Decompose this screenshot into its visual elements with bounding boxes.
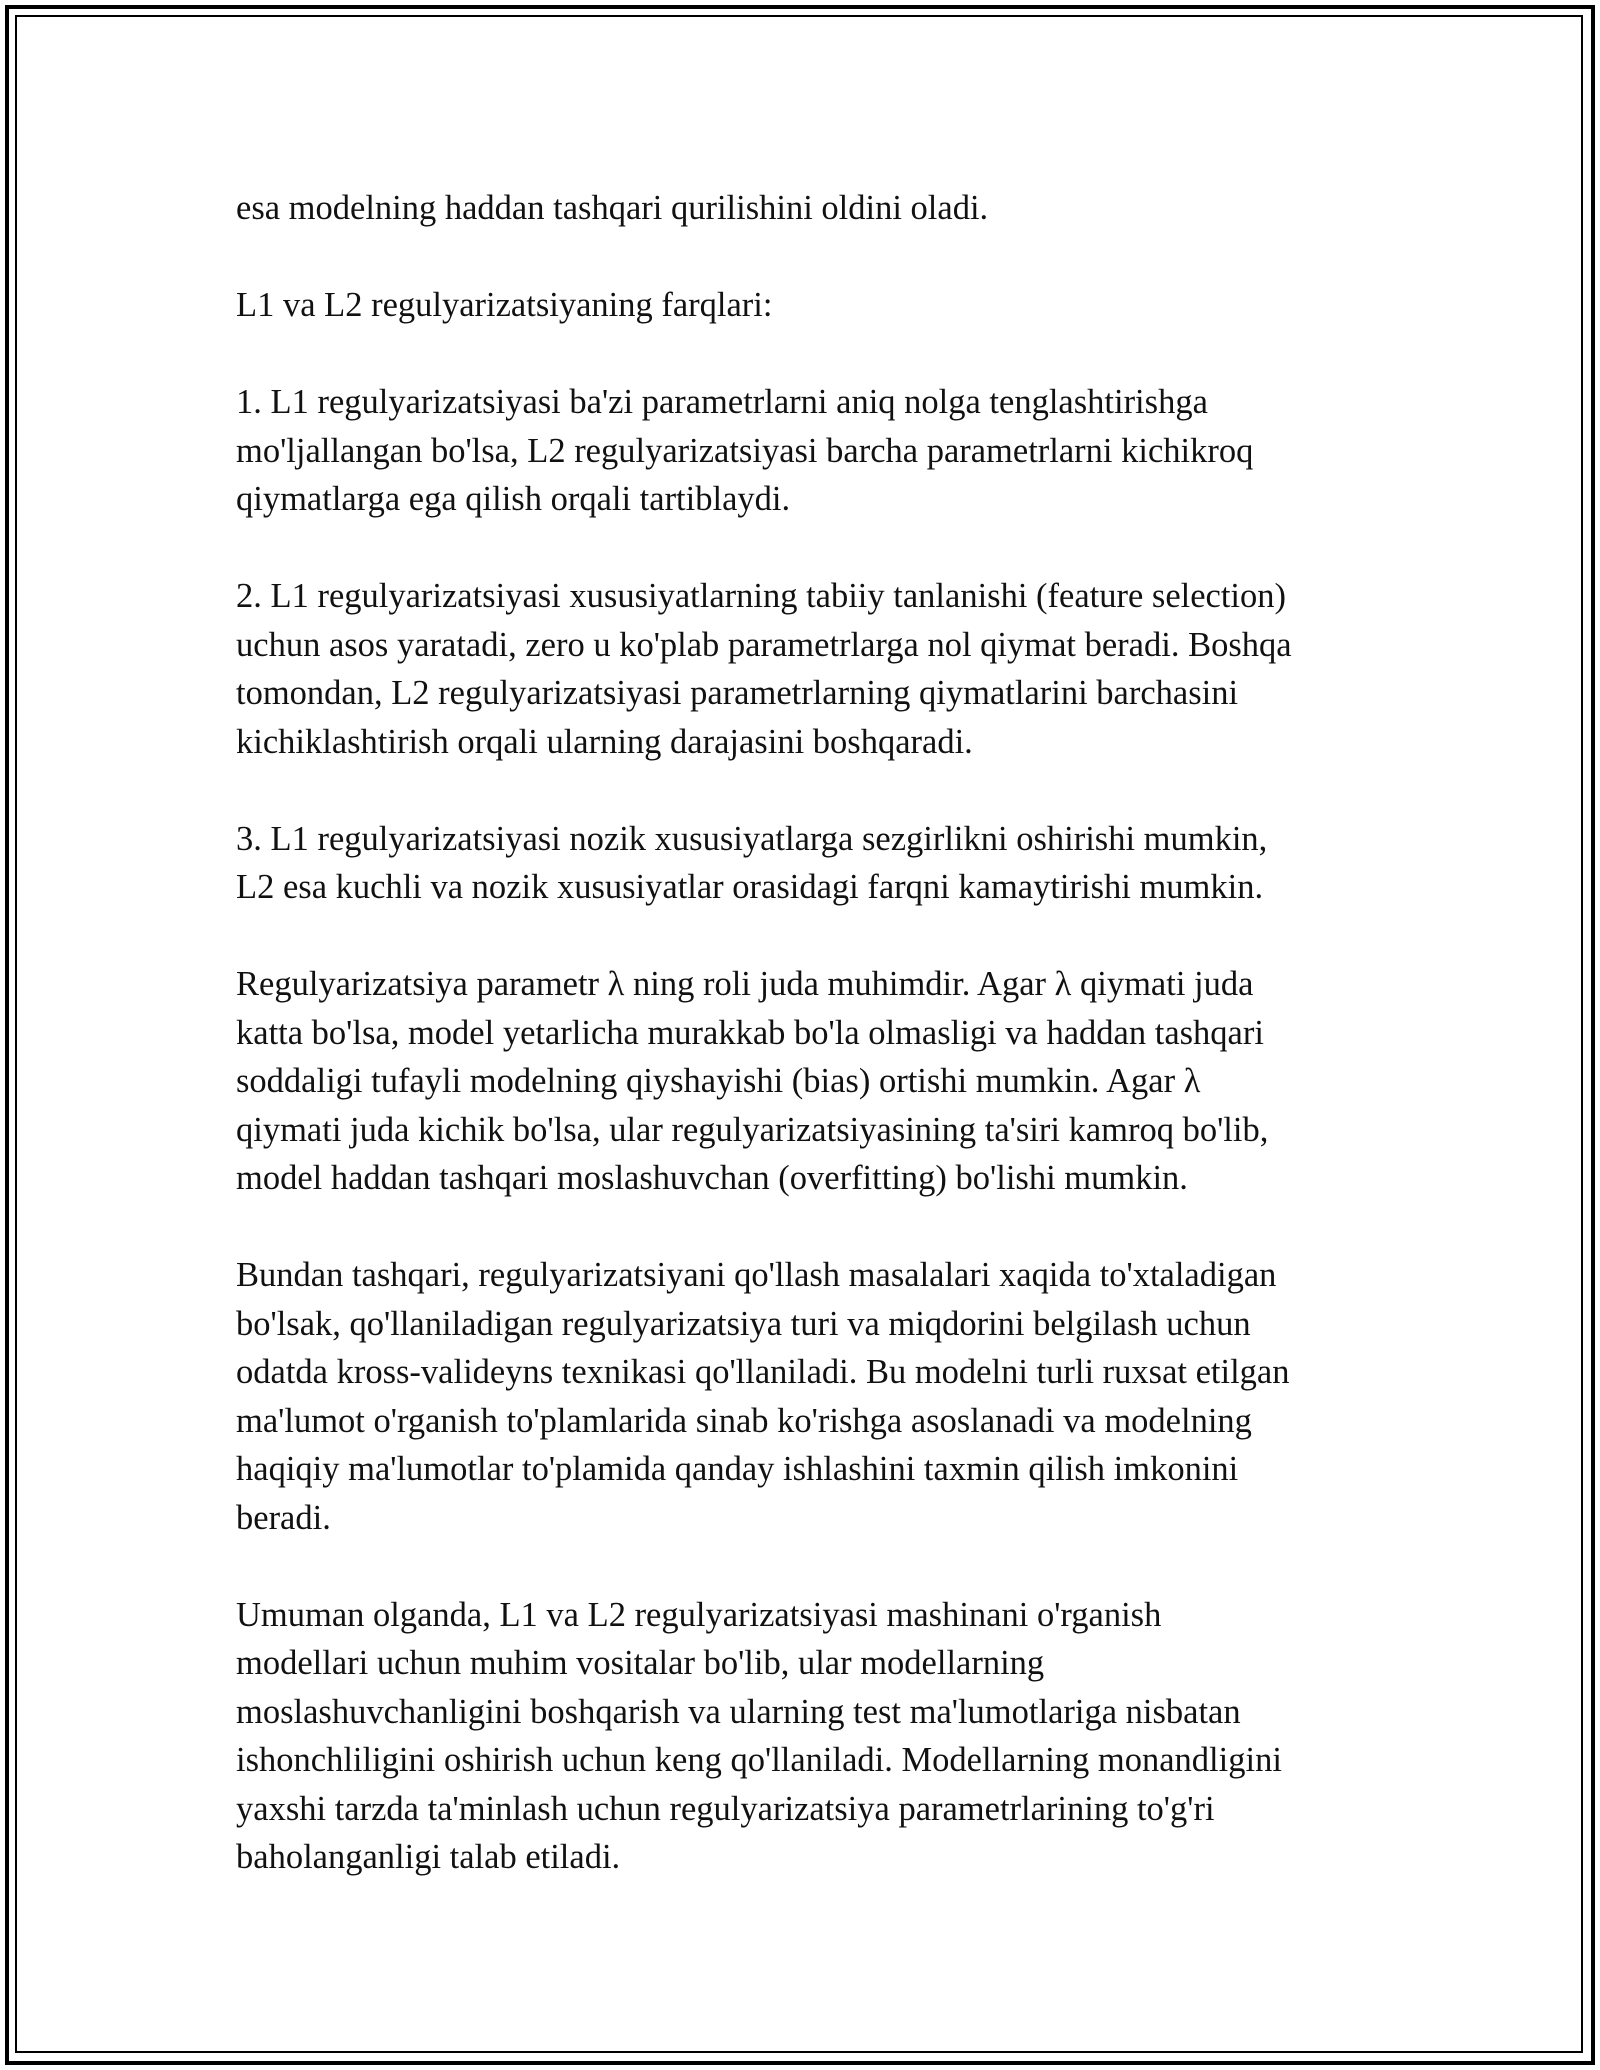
text-line: soddaligi tufayli modelning qiyshayishi (bias) ortishi mumkin. Agar λ bbox=[236, 1062, 1201, 1100]
text-line: model haddan tashqari moslashuvchan (overfitting) bo'lishi mumkin. bbox=[236, 1159, 1188, 1197]
text-line: qiymati juda kichik bo'lsa, ular regulyarizatsiyasining ta'siri kamroq bo'lib, bbox=[236, 1110, 1269, 1149]
paragraph-5 bbox=[236, 815, 1376, 912]
text-line: odatda kross-valideyns texnikasi qo'llaniladi. Bu modelni turli ruxsat etilgan bbox=[236, 1353, 1290, 1391]
paragraph-2 bbox=[236, 281, 1376, 330]
text-line: qiymatlarga ega qilish orqali tartiblaydi. bbox=[236, 480, 791, 518]
text-line: uchun asos yaratadi, zero u ko'plab parametrlarga nol qiymat beradi. Boshqa bbox=[236, 625, 1292, 664]
text-line: Bundan tashqari, regulyarizatsiyani qo'llash masalalari xaqida to'xtaladigan bbox=[236, 1256, 1277, 1294]
paragraph-6 bbox=[236, 960, 1376, 1203]
text-line: L2 esa kuchli va nozik xususiyatlar orasidagi farqni kamaytirishi mumkin. bbox=[236, 868, 1264, 906]
text-line: kichiklashtirish orqali ularning darajasini boshqaradi. bbox=[236, 722, 973, 761]
text-line: Umuman olganda, L1 va L2 regulyarizatsiyasi mashinani o'rganish bbox=[236, 1595, 1162, 1634]
paragraph-1 bbox=[236, 184, 1376, 233]
text-line: moslashuvchanligini boshqarish va ularning test ma'lumotlariga nisbatan bbox=[236, 1692, 1241, 1731]
text-line: 1. L1 regulyarizatsiyasi ba'zi parametrlarni aniq nolga tenglashtirishga bbox=[236, 383, 1208, 421]
text-line: mo'ljallangan bo'lsa, L2 regulyarizatsiyasi barcha parametrlarni kichikroq bbox=[236, 431, 1254, 470]
text-line: beradi. bbox=[236, 1498, 331, 1537]
text-line: tomondan, L2 regulyarizatsiyasi parametrlarning qiymatlarini barchasini bbox=[236, 674, 1239, 712]
text-line: 2. L1 regulyarizatsiyasi xususiyatlarning tabiiy tanlanishi (feature selection) bbox=[236, 577, 1287, 615]
paragraph-7 bbox=[236, 1251, 1376, 1542]
text-line: Regulyarizatsiya parametr λ ning roli juda muhimdir. Agar λ qiymati juda bbox=[236, 965, 1254, 1003]
text-line: yaxshi tarzda ta'minlash uchun regulyarizatsiya parametrlarining to'g'ri bbox=[236, 1789, 1215, 1828]
text-line: ma'lumot o'rganish to'plamlarida sinab ko'rishga asoslanadi va modelning bbox=[236, 1401, 1252, 1440]
text-line: L1 va L2 regulyarizatsiyaning farqlari: bbox=[236, 286, 773, 324]
text-line: katta bo'lsa, model yetarlicha murakkab bo'la olmasligi va haddan tashqari bbox=[236, 1013, 1264, 1052]
text-line: ishonchliligini oshirish uchun keng qo'llaniladi. Modellarning monandligini bbox=[236, 1741, 1282, 1779]
text-line: 3. L1 regulyarizatsiyasi nozik xususiyatlarga sezgirlikni oshirishi mumkin, bbox=[236, 819, 1268, 858]
paragraph-4 bbox=[236, 572, 1376, 766]
paragraph-3 bbox=[236, 378, 1376, 524]
text-line: baholanganligi talab etiladi. bbox=[236, 1838, 621, 1876]
text-line: modellari uchun muhim vositalar bo'lib, ular modellarning bbox=[236, 1644, 1045, 1682]
text-line: bo'lsak, qo'llaniladigan regulyarizatsiya turi va miqdorini belgilash uchun bbox=[236, 1304, 1251, 1343]
text-line: haqiqiy ma'lumotlar to'plamida qanday ishlashini taxmin qilish imkonini bbox=[236, 1450, 1239, 1488]
text-line: esa modelning haddan tashqari qurilishini oldini oladi. bbox=[236, 189, 989, 227]
document-body bbox=[236, 184, 1376, 1930]
paragraph-8 bbox=[236, 1591, 1376, 1882]
